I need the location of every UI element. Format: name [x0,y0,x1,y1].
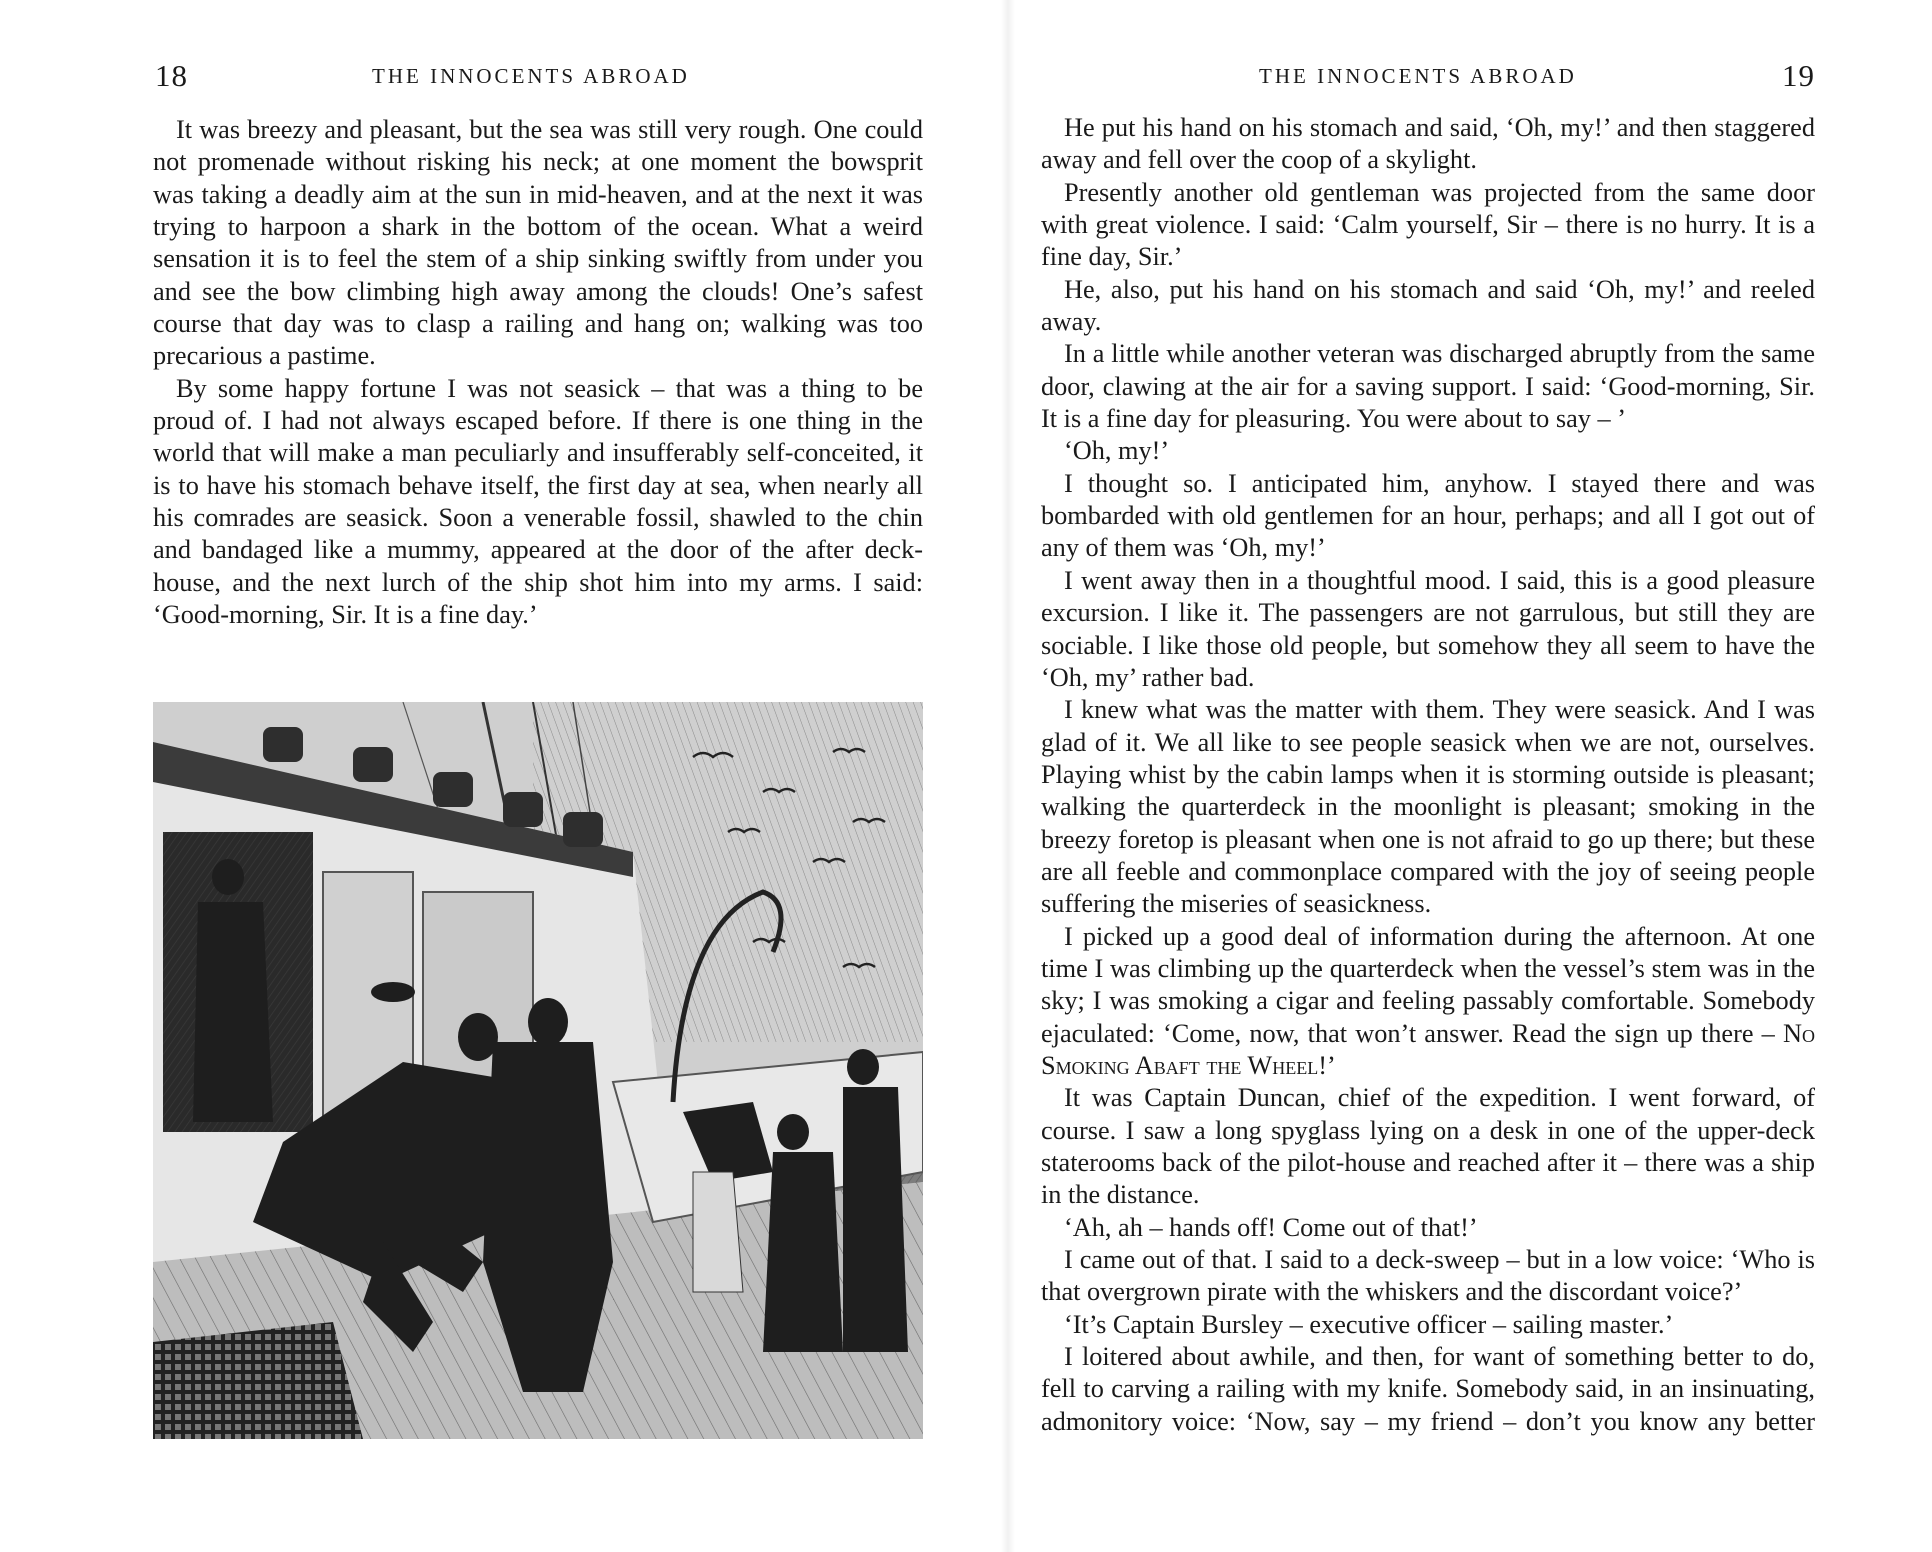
book-gutter [1001,0,1015,1552]
paragraph: It was Captain Duncan, chief of the expedition. I went forward, of course. I saw a long spyglass lying on a desk in one of the upper-deck staterooms back of the pilot-house and reached after it – there was a ship in the distance. [1041,1083,1815,1210]
right-text-block [1041,112,1815,1438]
paragraph: It was breezy and pleasant, but the sea was still very rough. One could not promenade without risking his neck; at one moment the bowsprit was taking a deadly aim at the sun in mid-heaven, and at the next it was trying to harpoon a shark in the bottom of the ocean. What a weird sensation it is to feel the stem of a ship sinking swiftly from under you and see the bow climbing high away among the clouds! One’s safest course that day was to clasp a railing and hang on; walking was too precarious a pastime. [153,115,923,371]
paragraph: He put his hand on his stomach and said, ‘Oh, my!’ and then staggered away and fell over the coop of a skylight. [1041,113,1815,175]
paragraph-text: I picked up a good deal of information during the afternoon. At one time I was climbing up the quarterdeck when the vessel’s stem was in the sky; I was smoking a cigar and feeling passably comfortable. Somebody ejaculated: ‘Come, now, that won’t answer. Read the sign up there – [1041,921,1815,1048]
paragraph: By some happy fortune I was not seasick – that was a thing to be proud of. I had not always escaped before. If there is one thing in the world that will make a man peculiarly and insufferably self-conceited, it is to have his stomach behave itself, the first day at sea, when nearly all his comrades are seasick. Soon a venerable fossil, shawled to the chin and bandaged like a mummy, appeared at the door of the after deck-house, and the next lurch of the ship shot him into my arms. I said: ‘Good-morning, Sir. It is a fine day.’ [153,373,923,630]
paragraph: I went away then in a thoughtful mood. I said, this is a good pleasure excursion. I like it. The passengers are not garrulous, but still they are sociable. I like those old people, but somehow they all seem to have the ‘Oh, my’ rather bad. [1041,565,1815,692]
paragraph: I loitered about awhile, and then, for want of something better to do, fell to carving a railing with my knife. Somebody said, in an insinuating, admonitory voice: ‘Now, say – my friend – don’t you know any better [1041,1342,1815,1436]
left-page-number: 18 [155,58,188,93]
paragraph: Presently another old gentleman was projected from the same door with great violence. I said: ‘Calm yourself, Sir – there is no hurry. It is a fine day, Sir.’ [1041,177,1815,272]
paragraph: I thought so. I anticipated him, anyhow. I stayed there and was bombarded with old gentlemen for an hour, perhaps; and all I got out of any of them was ‘Oh, my!’ [1041,468,1815,563]
engraving-seasick-passengers-on-deck-icon [153,702,923,1439]
left-running-head: THE INNOCENTS ABROAD [372,64,690,88]
paragraph: I came out of that. I said to a deck-sweep – but in a low voice: ‘Who is that overgrown pirate with the whiskers and the discordant voice?’ [1041,1245,1815,1307]
paragraph: ‘It’s Captain Bursley – executive officer – sailing master.’ [1064,1309,1674,1339]
sign-close-quote: ’ [1326,1050,1336,1080]
paragraph: In a little while another veteran was discharged abruptly from the same door, clawing at the air for a saving support. I said: ‘Good-morning, Sir. It is a fine day for pleasuring. You were about to say – ’ [1041,339,1815,434]
engraving-illustration [153,702,923,1439]
sign-text: No Smoking Abaft the Wheel! [1041,1018,1815,1080]
paragraph: I knew what was the matter with them. They were seasick. And I was glad of it. We all like to see people seasick when we are not, ourselves. Playing whist by the cabin lamps when it is storming outside is pleasant; walking the quarterdeck in the moonlight is pleasant; smoking in the breezy foretop is pleasant when one is not afraid to go up there; but these are all feeble and commonplace compared with the joy of seeing people suffering the miseries of seasickness. [1041,695,1815,919]
right-page-number: 19 [1782,58,1815,93]
paragraph: ‘Ah, ah – hands off! Come out of that!’ [1064,1212,1478,1242]
left-text-block [153,114,923,632]
paragraph: ‘Oh, my!’ [1064,436,1170,466]
paragraph: He, also, put his hand on his stomach and said ‘Oh, my!’ and reeled away. [1041,274,1815,337]
right-running-head: THE INNOCENTS ABROAD [1259,64,1577,88]
paragraph-with-sign [1041,921,1815,1083]
